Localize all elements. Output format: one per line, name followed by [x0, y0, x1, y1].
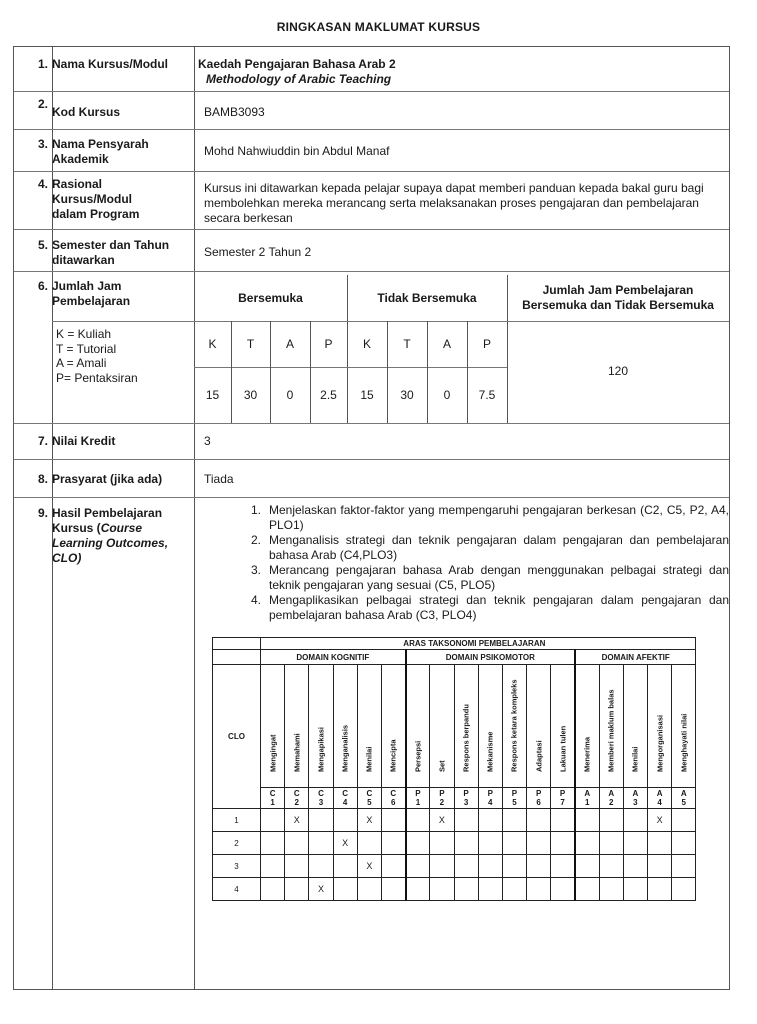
course-code-label: Kod Kursus: [52, 105, 121, 119]
credit-label: Nilai Kredit: [52, 434, 116, 448]
clo-label-italic: Course Learning Outcomes, CLO): [52, 521, 169, 565]
taxonomy-level-header: [406, 665, 430, 788]
clo-list: [241, 503, 729, 623]
mark-cell: [478, 832, 502, 855]
clo-text: Merancang pengajaran bahasa Arab dengan menggunakan pelbagai strategi dan teknik pengajaran yang sesuai (C5, PLO5): [269, 563, 729, 592]
hours-column-header: T: [246, 337, 255, 351]
taxonomy-level-header: [430, 665, 454, 788]
hours-column-header: P: [482, 337, 491, 351]
level-code-index: 3: [318, 798, 324, 807]
mark-cell: [309, 809, 333, 832]
rationale-label: Rasional Kursus/Modul dalam Program: [52, 177, 140, 221]
level-code: [648, 788, 672, 809]
hours-value: 0: [286, 388, 294, 402]
column-divider: [194, 47, 195, 989]
hours-column-header: T: [403, 337, 411, 351]
row-divider: [14, 91, 729, 92]
lecturer-label: Nama Pensyarah Akademik: [52, 137, 149, 166]
level-code-index: 5: [681, 798, 686, 807]
level-name: Set: [437, 760, 447, 772]
clo-number: 2.: [250, 533, 261, 547]
legend-item: K = Kuliah: [56, 327, 112, 341]
mark-cell: [648, 878, 672, 901]
level-code-letter: A: [584, 789, 591, 798]
clo-number: 3.: [250, 563, 261, 577]
mark-cell: [551, 855, 575, 878]
mark-cell: [430, 855, 454, 878]
taxonomy-level-header: [309, 665, 333, 788]
mark-cell: [454, 832, 478, 855]
clo-item: [241, 563, 729, 592]
level-code-index: 4: [488, 798, 493, 807]
level-code-letter: C: [390, 789, 397, 798]
mark-cell: [381, 878, 405, 901]
mark-cell: [333, 809, 357, 832]
level-code-letter: C: [269, 789, 276, 798]
mark-cell: [333, 878, 357, 901]
level-code-letter: P: [511, 789, 518, 798]
level-code: [333, 788, 357, 809]
mark-cell: [285, 878, 309, 901]
mark-cell: [261, 878, 285, 901]
hours-value: 30: [243, 388, 258, 402]
row-divider: [14, 171, 729, 172]
row-divider: [14, 129, 729, 130]
clo-row: [213, 832, 696, 855]
total-hours-header: Jumlah Jam Pembelajaran Bersemuka dan Tidak Bersemuka: [522, 283, 714, 312]
row-number: 3.: [37, 137, 48, 151]
level-code-letter: P: [487, 789, 493, 798]
mark-cell: [454, 878, 478, 901]
level-code-index: 6: [536, 798, 541, 807]
mark-cell: [333, 855, 357, 878]
hours-value: 2.5: [320, 388, 337, 402]
prerequisite-value: Tiada: [204, 472, 234, 486]
mark-cell: X: [430, 809, 454, 832]
taxonomy-level-header: [551, 665, 575, 788]
level-name: Menilai: [630, 746, 640, 772]
semester-label: Semester dan Tahun ditawarkan: [52, 238, 170, 267]
level-code-index: 1: [415, 798, 421, 807]
level-name: Menerima: [582, 736, 592, 772]
prerequisite-label: Prasyarat (jika ada): [52, 472, 163, 486]
level-code: [551, 788, 575, 809]
level-name: Menganalisis: [340, 724, 350, 772]
level-code: [502, 788, 526, 809]
clo-number-cell: 1: [213, 809, 261, 832]
clo-number: 4.: [250, 593, 261, 607]
hours-column-header: P: [324, 337, 333, 351]
mark-cell: [672, 878, 696, 901]
domain-header: DOMAIN AFEKTIF: [575, 650, 696, 665]
level-code: [478, 788, 502, 809]
mark-cell: [502, 832, 526, 855]
mark-cell: [599, 855, 623, 878]
clo-item: [241, 593, 729, 622]
learning-hours-label: Jumlah Jam Pembelajaran: [52, 279, 131, 308]
mark-cell: [478, 855, 502, 878]
mark-cell: [430, 832, 454, 855]
document-title: RINGKASAN MAKLUMAT KURSUS: [276, 20, 481, 34]
clo-text: Mengaplikasikan pelbagai strategi dan teknik pengajaran dalam pengajaran dan pembelajaran bahasa Arab (C3, PLO4): [269, 593, 729, 622]
mark-cell: [261, 855, 285, 878]
level-code: [454, 788, 478, 809]
mark-cell: [575, 855, 599, 878]
level-name: Persepsi: [413, 740, 423, 772]
mark-cell: [672, 832, 696, 855]
level-code: [430, 788, 454, 809]
mark-cell: [551, 809, 575, 832]
mark-cell: [478, 878, 502, 901]
face-to-face-header: Bersemuka: [238, 291, 303, 305]
mark-cell: [430, 878, 454, 901]
non-face-to-face-header: Tidak Bersemuka: [377, 291, 477, 305]
semester-value: Semester 2 Tahun 2: [204, 245, 312, 259]
mark-cell: [623, 855, 647, 878]
level-code-letter: C: [318, 789, 324, 798]
blank-cell: [213, 650, 261, 665]
taxonomy-level-header: [261, 665, 285, 788]
taxonomy-title: ARAS TAKSONOMI PEMBELAJARAN: [261, 638, 696, 650]
mark-cell: [575, 809, 599, 832]
level-name: Respons ketara kompleks: [509, 679, 519, 772]
taxonomy-level-header: [623, 665, 647, 788]
credit-value: 3: [204, 434, 211, 448]
mark-cell: [527, 832, 551, 855]
clo-number-cell: 4: [213, 878, 261, 901]
mark-cell: [623, 809, 647, 832]
course-name-english: Methodology of Arabic Teaching: [206, 72, 392, 86]
level-code-letter: P: [463, 789, 469, 798]
mark-cell: [454, 855, 478, 878]
mark-cell: X: [309, 878, 333, 901]
hours-value: 15: [360, 388, 374, 402]
row-number: 4.: [37, 177, 48, 191]
level-code-letter: A: [656, 789, 663, 798]
mark-cell: X: [648, 809, 672, 832]
course-name-malay: Kaedah Pengajaran Bahasa Arab 2: [198, 57, 396, 71]
level-code-letter: C: [366, 789, 373, 798]
level-code-index: 3: [463, 798, 469, 807]
level-name: Respons berpandu: [461, 704, 471, 772]
clo-label: [52, 506, 177, 566]
level-code-index: 5: [367, 798, 372, 807]
mark-cell: [623, 832, 647, 855]
mark-cell: [551, 878, 575, 901]
taxonomy-level-header: [333, 665, 357, 788]
level-code-index: 2: [439, 798, 445, 807]
clo-number: 1.: [250, 503, 261, 517]
mark-cell: [309, 855, 333, 878]
mark-cell: [623, 878, 647, 901]
row-divider: [14, 229, 729, 230]
level-code-letter: P: [415, 789, 421, 798]
level-code-index: 3: [633, 798, 638, 807]
hours-value: 30: [400, 388, 414, 402]
taxonomy-level-header: [575, 665, 599, 788]
taxonomy-level-header: [285, 665, 309, 788]
mark-cell: [478, 809, 502, 832]
level-code-letter: A: [680, 789, 687, 798]
level-code: [309, 788, 333, 809]
mark-cell: [599, 809, 623, 832]
mark-cell: [672, 855, 696, 878]
level-code-index: 6: [391, 798, 396, 807]
taxonomy-level-header: [381, 665, 405, 788]
level-code: [406, 788, 430, 809]
hours-legend: [56, 327, 138, 385]
taxonomy-level-header: [357, 665, 381, 788]
mark-cell: [575, 878, 599, 901]
row-number: 1.: [37, 57, 48, 71]
row-divider: [14, 423, 729, 424]
level-code-index: 5: [512, 798, 517, 807]
mark-cell: [648, 832, 672, 855]
domain-header: DOMAIN PSIKOMOTOR: [406, 650, 575, 665]
level-code: [599, 788, 623, 809]
hours-column-header: K: [208, 337, 217, 351]
taxonomy-level-header: [454, 665, 478, 788]
rationale-value: Kursus ini ditawarkan kepada pelajar supaya dapat memberi panduan kepada bakal guru bagi membolehkan mereka merancang serta melaksanakan proses pengajaran dan pembelajaran secara berkesan: [204, 181, 704, 225]
mark-cell: [648, 855, 672, 878]
mark-cell: [599, 832, 623, 855]
clo-row: [213, 855, 696, 878]
level-code-letter: P: [559, 789, 566, 798]
level-code: [381, 788, 405, 809]
taxonomy-table: [212, 637, 696, 901]
mark-cell: [381, 855, 405, 878]
legend-item: P= Pentaksiran: [56, 370, 138, 385]
level-code-letter: P: [439, 789, 445, 798]
clo-row: [213, 878, 696, 901]
total-hours-value: 120: [607, 364, 629, 378]
level-code-index: 4: [342, 798, 348, 807]
clo-item: [241, 533, 729, 562]
level-code: [285, 788, 309, 809]
blank-cell: [213, 638, 261, 650]
legend-item: A = Amali: [56, 356, 107, 370]
level-name: Menghayati nilai: [679, 713, 689, 772]
clo-text: Menganalisis strategi dan teknik pengajaran dalam pengajaran dan pembelajaran bahasa Arab (C4,PLO3): [269, 533, 729, 562]
level-code-index: 1: [585, 798, 590, 807]
taxonomy-level-header: [599, 665, 623, 788]
clo-row: [213, 809, 696, 832]
mark-cell: X: [333, 832, 357, 855]
clo-number-cell: 3: [213, 855, 261, 878]
level-name: Memberi maklum balas: [606, 689, 616, 772]
legend-item: T = Tutorial: [56, 341, 117, 356]
level-code-letter: A: [632, 789, 639, 798]
taxonomy-level-header: [527, 665, 551, 788]
mark-cell: [599, 878, 623, 901]
taxonomy-level-header: [478, 665, 502, 788]
row-divider: [14, 497, 729, 498]
mark-cell: [406, 832, 430, 855]
clo-label-plain: Hasil Pembelajaran Kursus (: [52, 506, 163, 535]
mark-cell: [502, 809, 526, 832]
hours-value: 0: [443, 388, 451, 402]
mark-cell: X: [285, 809, 309, 832]
level-name: Memahami: [292, 733, 302, 772]
hours-column-header: K: [362, 337, 371, 351]
level-name: Lakuan tulen: [558, 725, 568, 772]
level-name: Mengingat: [268, 734, 278, 772]
hours-value: 15: [205, 388, 220, 402]
mark-cell: [551, 832, 575, 855]
mark-cell: [575, 832, 599, 855]
course-code-value: BAMB3093: [204, 105, 265, 119]
hours-column-header: A: [442, 337, 451, 351]
mark-cell: [357, 832, 381, 855]
mark-cell: [527, 809, 551, 832]
level-name: Adaptasi: [534, 740, 544, 772]
row-number: 6.: [37, 279, 48, 293]
mark-cell: [285, 855, 309, 878]
taxonomy-level-header: [648, 665, 672, 788]
clo-item: [241, 503, 729, 532]
mark-cell: [502, 878, 526, 901]
taxonomy-level-header: [502, 665, 526, 788]
level-name: Menilai: [364, 746, 374, 772]
mark-cell: [454, 809, 478, 832]
level-code: [261, 788, 285, 809]
level-code-letter: P: [535, 789, 542, 798]
level-code: [575, 788, 599, 809]
mark-cell: [357, 878, 381, 901]
level-code-index: 2: [608, 798, 614, 807]
course-name-label: Nama Kursus/Modul: [52, 57, 169, 71]
level-name: Mencipta: [388, 739, 398, 772]
row-number: 5.: [37, 238, 48, 252]
clo-text: Menjelaskan faktor-faktor yang mempengaruhi pengajaran berkesan (C2, C5, P2, A4, PLO1): [269, 503, 729, 532]
mark-cell: [406, 809, 430, 832]
domain-header: DOMAIN KOGNITIF: [261, 650, 406, 665]
taxonomy-level-header: [672, 665, 696, 788]
mark-cell: [672, 809, 696, 832]
mark-cell: [309, 832, 333, 855]
level-code-index: 1: [270, 798, 275, 807]
row-number: 7.: [37, 434, 48, 448]
mark-cell: [381, 832, 405, 855]
level-name: Mengorganisasi: [655, 714, 665, 772]
mark-cell: [406, 878, 430, 901]
row-divider: [14, 271, 729, 272]
mark-cell: [527, 878, 551, 901]
mark-cell: [527, 855, 551, 878]
row-divider: [14, 459, 729, 460]
level-code: [527, 788, 551, 809]
level-name: Mengapikasi: [316, 726, 326, 772]
row-number: 8.: [37, 472, 48, 486]
level-code-index: 2: [294, 798, 299, 807]
clo-number-cell: 2: [213, 832, 261, 855]
mark-cell: [381, 809, 405, 832]
level-code: [623, 788, 647, 809]
mark-cell: [502, 855, 526, 878]
mark-cell: X: [357, 809, 381, 832]
level-name: Mekanisme: [485, 731, 495, 772]
level-code-letter: C: [293, 789, 300, 798]
level-code: [357, 788, 381, 809]
row-number: 2.: [37, 97, 48, 111]
level-code-letter: A: [608, 789, 615, 798]
row-divider: [52, 321, 194, 322]
hours-column-header: A: [285, 337, 294, 351]
mark-cell: [261, 809, 285, 832]
level-code-index: 4: [657, 798, 662, 807]
hours-value: 7.5: [478, 388, 496, 402]
row-number: 9.: [37, 506, 48, 520]
mark-cell: [285, 832, 309, 855]
level-code-index: 7: [560, 798, 565, 807]
mark-cell: [261, 832, 285, 855]
mark-cell: X: [357, 855, 381, 878]
level-code-letter: C: [342, 789, 349, 798]
level-code: [672, 788, 696, 809]
lecturer-value: Mohd Nahwiuddin bin Abdul Manaf: [204, 144, 390, 158]
clo-column-header: CLO: [213, 665, 261, 809]
mark-cell: [406, 855, 430, 878]
